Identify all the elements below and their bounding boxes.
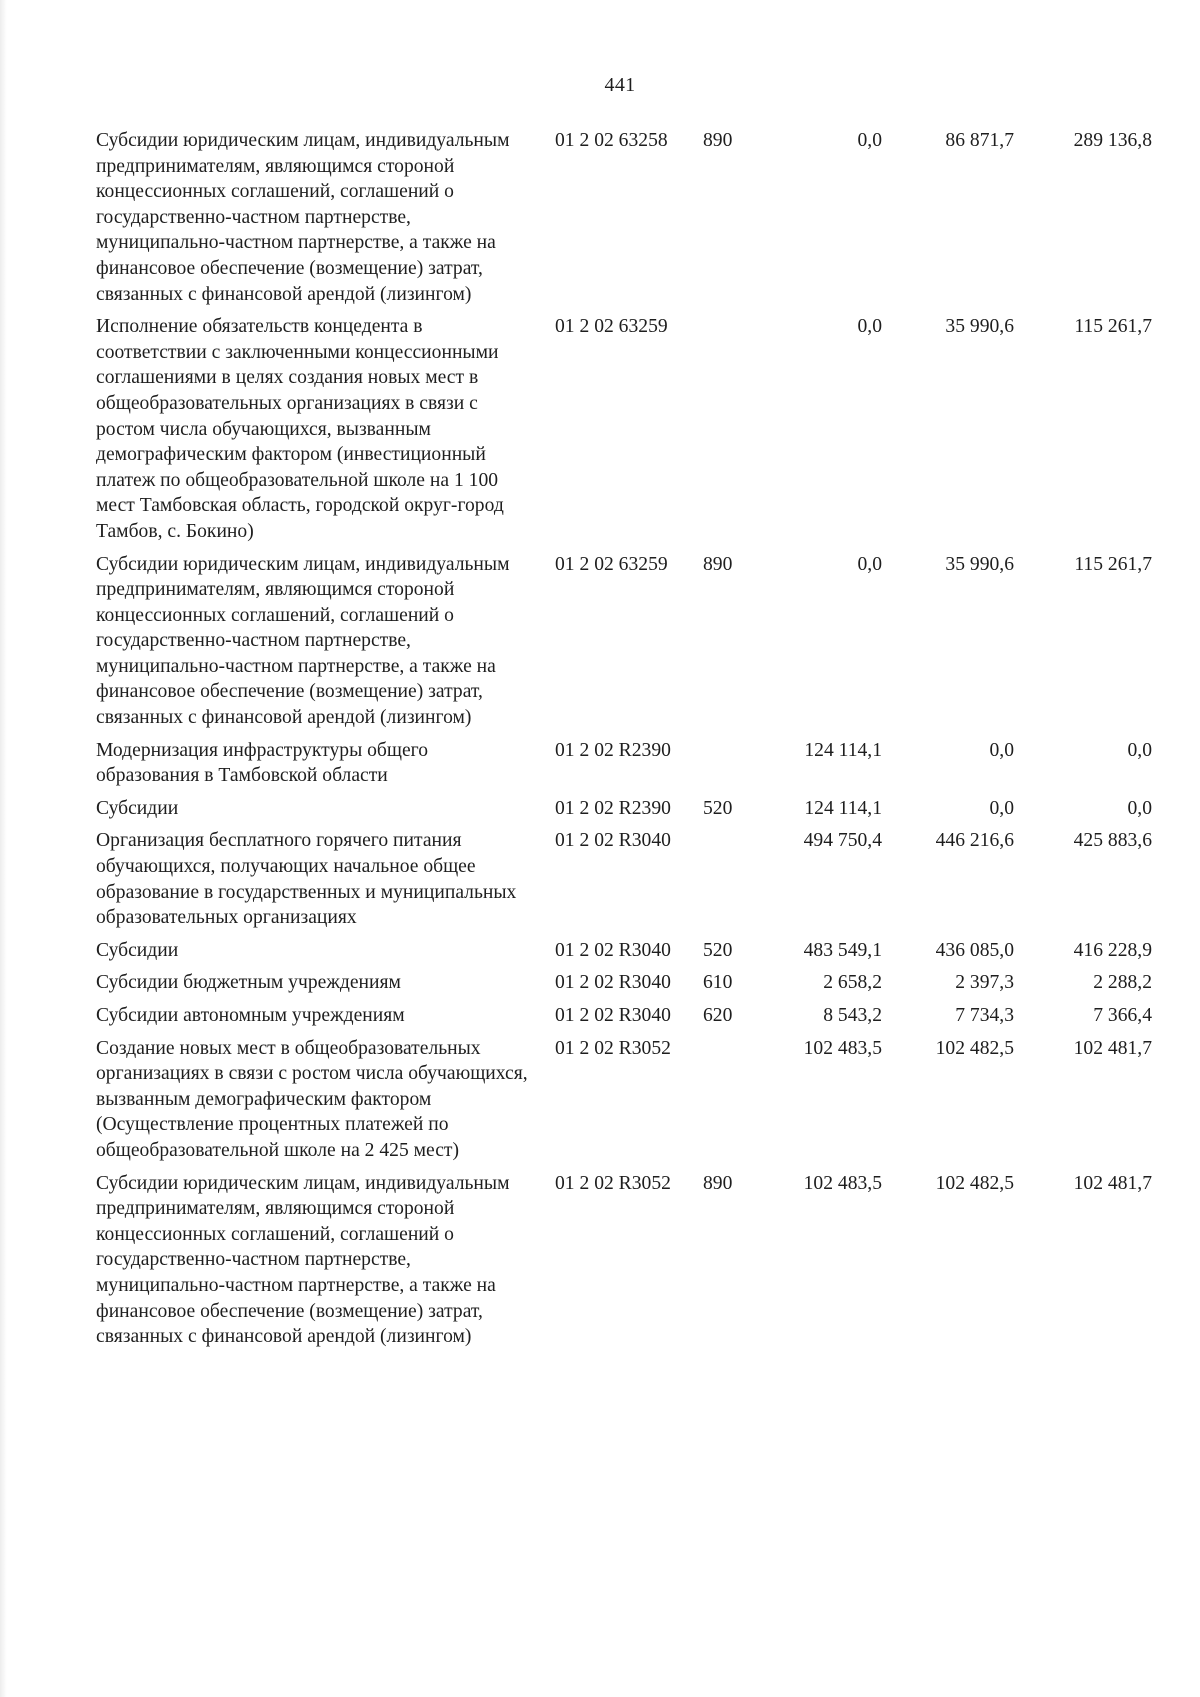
row-expense-type: 890 — [703, 553, 733, 575]
row-name: Субсидии автономным учреждениям — [96, 1005, 405, 1026]
row-value-year3: 2 288,2 — [1093, 972, 1152, 994]
table-row — [96, 738, 1176, 789]
row-value-year1: 102 483,5 — [803, 1172, 882, 1194]
row-expense-type: 520 — [703, 797, 733, 819]
page-number: 441 — [604, 74, 636, 96]
table-row — [96, 128, 1176, 307]
table-row — [96, 552, 1176, 731]
table-row — [96, 938, 1176, 964]
row-name: Модернизация инфраструктуры общего образования в Тамбовской области — [96, 739, 429, 787]
row-value-year1: 124 114,1 — [804, 739, 882, 761]
row-value-year2: 2 397,3 — [955, 972, 1014, 994]
row-target-article: 01 2 02 R2390 — [555, 797, 671, 819]
row-value-year1: 2 658,2 — [823, 972, 882, 994]
row-value-year1: 483 549,1 — [803, 939, 882, 961]
row-value-year3: 289 136,8 — [1073, 130, 1152, 151]
row-expense-type: 890 — [703, 1172, 733, 1194]
row-target-article: 01 2 02 63259 — [555, 553, 668, 575]
row-expense-type: 610 — [703, 972, 733, 994]
row-value-year2: 0,0 — [989, 797, 1014, 819]
row-value-year3: 115 261,7 — [1074, 553, 1152, 575]
row-value-year3: 425 883,6 — [1073, 830, 1152, 852]
budget-table — [96, 128, 1176, 1357]
row-name: Субсидии юридическим лицам, индивидуальным предпринимателям, являющимся стороной концессионных соглашений, соглашений о государственно-частном партнерстве, муниципально-частном партнерстве, а также на финансовое обеспечение (возмещение) затрат, связанных с финансовой арендой (лизингом) — [96, 130, 510, 305]
row-value-year3: 0,0 — [1127, 739, 1152, 761]
row-value-year1: 494 750,4 — [803, 830, 882, 852]
row-value-year2: 35 990,6 — [945, 316, 1014, 338]
row-value-year2: 102 482,5 — [935, 1037, 1014, 1059]
row-value-year2: 102 482,5 — [935, 1172, 1014, 1194]
row-value-year3: 102 481,7 — [1073, 1037, 1152, 1059]
row-target-article: 01 2 02 R3040 — [555, 1005, 671, 1026]
row-expense-type: 890 — [703, 130, 733, 151]
row-target-article: 01 2 02 R3052 — [555, 1037, 671, 1059]
row-name: Исполнение обязательств концедента в соответствии с заключенными концессионными соглашениями в целях создания новых мест в общеобразовательных организациях в связи с ростом числа обучающихся, вызванным демографическим фактором (инвестиционный платеж по общеобразовательной школе на 1 100 мест Тамбовская область, городской округ-город Тамбов, с. Бокино) — [96, 316, 504, 542]
table-row — [96, 1003, 1176, 1029]
table-row — [96, 970, 1176, 996]
row-target-article: 01 2 02 R3040 — [555, 939, 671, 961]
row-target-article: 01 2 02 R2390 — [555, 739, 671, 761]
row-target-article: 01 2 02 R3040 — [555, 972, 671, 994]
table-row — [96, 828, 1176, 930]
table-row — [96, 1171, 1176, 1350]
row-value-year1: 102 483,5 — [803, 1037, 882, 1059]
row-name: Организация бесплатного горячего питания обучающихся, получающих начальное общее образование в государственных и муниципальных образовательных организациях — [96, 830, 517, 929]
table-row — [96, 314, 1176, 544]
table-row — [96, 796, 1176, 822]
row-value-year3: 115 261,7 — [1074, 316, 1152, 338]
row-value-year3: 7 366,4 — [1093, 1005, 1152, 1026]
row-name: Субсидии юридическим лицам, индивидуальным предпринимателям, являющимся стороной концессионных соглашений, соглашений о государственно-частном партнерстве, муниципально-частном партнерстве, а также на финансовое обеспечение (возмещение) затрат, связанных с финансовой арендой (лизингом) — [96, 1172, 510, 1348]
row-name: Субсидии юридическим лицам, индивидуальным предпринимателям, являющимся стороной концессионных соглашений, соглашений о государственно-частном партнерстве, муниципально-частном партнерстве, а также на финансовое обеспечение (возмещение) затрат, связанных с финансовой арендой (лизингом) — [96, 553, 510, 729]
row-target-article: 01 2 02 R3040 — [555, 830, 671, 852]
row-value-year1: 124 114,1 — [804, 797, 882, 819]
row-value-year2: 0,0 — [989, 739, 1014, 761]
row-value-year1: 0,0 — [857, 130, 882, 151]
row-expense-type: 520 — [703, 939, 733, 961]
row-value-year1: 8 543,2 — [823, 1005, 882, 1026]
row-value-year2: 35 990,6 — [945, 553, 1014, 575]
row-value-year3: 102 481,7 — [1073, 1172, 1152, 1194]
row-name: Субсидии бюджетным учреждениям — [96, 972, 401, 994]
row-value-year2: 86 871,7 — [945, 130, 1014, 151]
row-value-year3: 416 228,9 — [1073, 939, 1152, 961]
row-value-year2: 7 734,3 — [955, 1005, 1014, 1026]
table-row — [96, 1036, 1176, 1164]
row-value-year3: 0,0 — [1127, 797, 1152, 819]
row-target-article: 01 2 02 63258 — [555, 130, 668, 151]
row-name: Создание новых мест в общеобразовательных организациях в связи с ростом числа обучающихся, вызванным демографическим фактором (Осуществление процентных платежей по общеобразовательной школе на 2 425 мест) — [96, 1037, 528, 1161]
row-value-year2: 446 216,6 — [935, 830, 1014, 852]
row-expense-type: 620 — [703, 1005, 733, 1026]
scan-edge — [0, 0, 7, 1697]
row-name: Субсидии — [96, 797, 179, 819]
row-name: Субсидии — [96, 939, 179, 961]
row-value-year1: 0,0 — [857, 316, 882, 338]
row-target-article: 01 2 02 R3052 — [555, 1172, 671, 1194]
row-value-year1: 0,0 — [857, 553, 882, 575]
row-target-article: 01 2 02 63259 — [555, 316, 668, 338]
row-value-year2: 436 085,0 — [935, 939, 1014, 961]
